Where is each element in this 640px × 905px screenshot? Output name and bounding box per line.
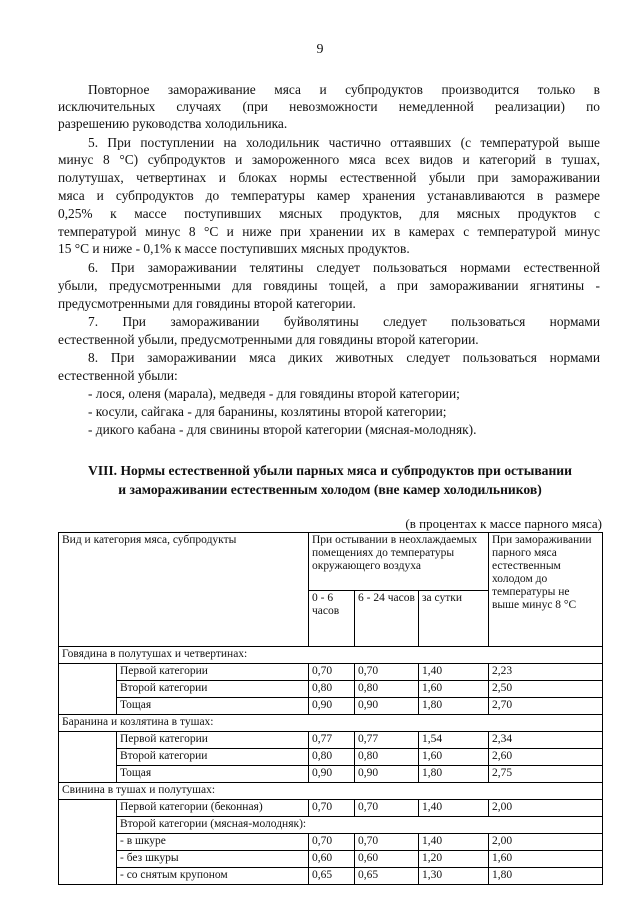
cell: 2,75 — [489, 766, 603, 783]
row-name: Первой категории — [117, 732, 309, 749]
loss-norms-table — [58, 532, 603, 885]
indent-cell — [59, 664, 117, 715]
cell: 0,90 — [355, 766, 419, 783]
cell: 0,70 — [309, 664, 355, 681]
cell: 2,50 — [489, 681, 603, 698]
list-item: - лося, оленя (марала), медведя - для говядины второй категории; — [88, 386, 460, 401]
table-row — [59, 834, 603, 851]
indent-cell — [59, 800, 117, 885]
paragraph-line: убыли, предусмотренными для говядины тощей, а при замораживании ягнятины - — [58, 278, 600, 293]
paragraph-line: 8. При замораживании мяса диких животных следует пользоваться нормами — [88, 350, 600, 365]
cell: 0,70 — [309, 834, 355, 851]
cell: 0,80 — [355, 681, 419, 698]
list-item: - косули, сайгака - для баранины, козлятины второй категории; — [88, 404, 447, 419]
row-name: Первой категории (беконная) — [117, 800, 309, 817]
cell: 1,60 — [489, 851, 603, 868]
header-6-24: 6 - 24 часов — [355, 591, 419, 647]
cell: 0,80 — [309, 749, 355, 766]
row-name: Первой категории — [117, 664, 309, 681]
table-row — [59, 851, 603, 868]
table-row — [59, 749, 603, 766]
paragraph-line: естественной убыли, предусмотренными для говядины второй категории. — [58, 332, 479, 347]
paragraph-line: исключительных случаях (при невозможности немедленной реализации) по — [58, 99, 600, 114]
table-units-note: (в процентах к массе парного мяса) — [405, 516, 602, 531]
header-0-6: 0 - 6 часов — [309, 591, 355, 647]
cell: 0,77 — [309, 732, 355, 749]
cell: 0,60 — [355, 851, 419, 868]
section-title: VIII. Нормы естественной убыли парных мяса и субпродуктов при остывании — [88, 463, 572, 478]
table-row — [59, 698, 603, 715]
cell: 0,65 — [355, 868, 419, 885]
paragraph-line: 15 °С и ниже - 0,1% к массе поступивших мясных продуктов. — [58, 241, 410, 256]
cell: 2,34 — [489, 732, 603, 749]
cell: 2,60 — [489, 749, 603, 766]
page-number: 9 — [316, 42, 324, 57]
cell: 1,60 — [419, 749, 489, 766]
cell: 0,90 — [355, 698, 419, 715]
group-title: Свинина в тушах и полутушах: — [59, 783, 603, 800]
indent-cell — [59, 732, 117, 783]
row-name: Второй категории — [117, 749, 309, 766]
cell: 1,80 — [489, 868, 603, 885]
cell: 0,65 — [309, 868, 355, 885]
paragraph-line: температурой минус 8 °С и ниже при хранении их в камерах с температурой минус — [58, 224, 600, 239]
row-name: Тощая — [117, 698, 309, 715]
cell: 1,40 — [419, 664, 489, 681]
paragraph-line: естественной убыли: — [58, 368, 178, 383]
cell: 0,90 — [309, 698, 355, 715]
cell: 1,40 — [419, 834, 489, 851]
paragraph-line: 0,25% к массе поступивших мясных продуктов, для мясных продуктов с — [58, 206, 600, 221]
table-row — [59, 868, 603, 885]
header-cooling: При остывании в неохлаждаемых помещениях до температуры окружающего воздуха — [309, 533, 489, 591]
cell: 1,80 — [419, 698, 489, 715]
cell: 2,70 — [489, 698, 603, 715]
cell: 2,00 — [489, 800, 603, 817]
table-row — [59, 732, 603, 749]
paragraph-line: предусмотренными для говядины второй категории. — [58, 296, 356, 311]
table-row — [59, 800, 603, 817]
cell: 2,00 — [489, 834, 603, 851]
paragraph-line: Повторное замораживание мяса и субпродуктов производится только в — [88, 82, 600, 97]
cell: 0,70 — [355, 800, 419, 817]
subgroup-title: Второй категории (мясная-молодняк): — [117, 817, 603, 834]
cell: 1,40 — [419, 800, 489, 817]
row-name: Тощая — [117, 766, 309, 783]
list-item: - дикого кабана - для свинины второй категории (мясная-молодняк). — [88, 422, 477, 437]
paragraph-line: полутушах, четвертинах и блоках нормы естественной убыли при замораживании — [58, 170, 600, 185]
cell: 0,70 — [309, 800, 355, 817]
cell: 0,70 — [355, 834, 419, 851]
group-title: Говядина в полутушах и четвертинах: — [59, 647, 603, 664]
cell: 1,30 — [419, 868, 489, 885]
cell: 1,54 — [419, 732, 489, 749]
cell: 1,20 — [419, 851, 489, 868]
header-type: Вид и категория мяса, субпродукты — [59, 533, 309, 647]
cell: 0,70 — [355, 664, 419, 681]
cell: 1,60 — [419, 681, 489, 698]
paragraph-line: минус 8 °С) субпродуктов и замороженного мяса всех видов и категорий в тушах, — [58, 152, 600, 167]
cell: 0,77 — [355, 732, 419, 749]
paragraph-line: разрешению руководства холодильника. — [58, 116, 288, 131]
row-name: Второй категории — [117, 681, 309, 698]
cell: 0,80 — [355, 749, 419, 766]
paragraph-line: мяса и субпродуктов до температуры камер хранения устанавливаются в размере — [58, 188, 600, 203]
row-name: - со снятым крупоном — [117, 868, 309, 885]
header-freezing: При замораживании парного мяса естественным холодом до температуры не выше минус 8 °С — [489, 533, 603, 647]
row-name: - в шкуре — [117, 834, 309, 851]
paragraph-line: 5. При поступлении на холодильник частично оттаявших (с температурой выше — [88, 135, 600, 150]
group-title: Баранина и козлятина в тушах: — [59, 715, 603, 732]
cell: 0,60 — [309, 851, 355, 868]
cell: 1,80 — [419, 766, 489, 783]
header-day: за сутки — [419, 591, 489, 647]
table-row — [59, 681, 603, 698]
table-row — [59, 766, 603, 783]
table-row — [59, 664, 603, 681]
row-name: - без шкуры — [117, 851, 309, 868]
paragraph-line: 6. При замораживании телятины следует пользоваться нормами естественной — [88, 260, 600, 275]
cell: 0,90 — [309, 766, 355, 783]
paragraph-line: 7. При замораживании буйволятины следует пользоваться нормами — [88, 314, 600, 329]
cell: 0,80 — [309, 681, 355, 698]
cell: 2,23 — [489, 664, 603, 681]
section-title: и замораживании естественным холодом (вне камер холодильников) — [118, 482, 542, 497]
